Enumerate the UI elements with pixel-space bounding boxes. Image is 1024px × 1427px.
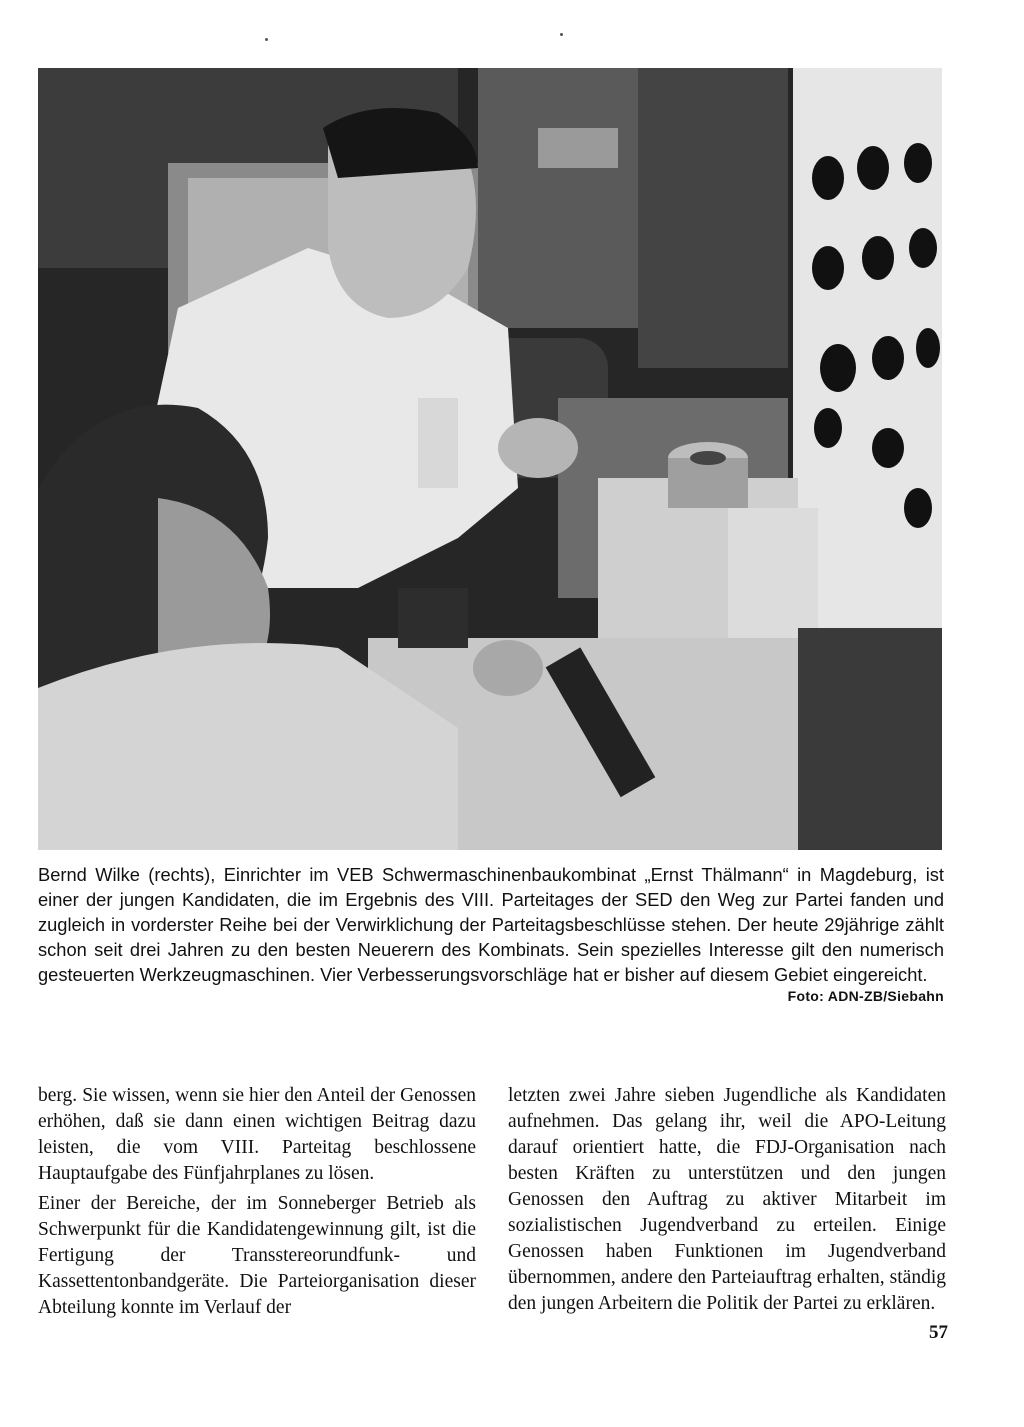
print-speck (560, 33, 563, 36)
photo-machinists-at-machine (38, 68, 942, 850)
paragraph: berg. Sie wissen, wenn sie hier den Anteil der Genossen erhöhen, daß sie dann einen wichtigen Beitrag dazu leisten, die vom VIII. Parteitag beschlossene Hauptaufgabe des Fünfjahrplanes zu lösen. (38, 1085, 476, 1184)
print-speck (265, 38, 268, 41)
photo-caption: Bernd Wilke (rechts), Einrichter im VEB Schwermaschinenbaukombinat „Ernst Thälmann“ in Magdeburg, ist einer der jungen Kandidaten, die im Ergebnis des VIII. Parteitages der SED den Weg zur Partei fanden und zugleich in vorderster Reihe bei der Verwirklichung der Parteitagsbeschlüsse stehen. Der heute 29jährige zählt schon seit drei Jahren zu den besten Neuerern des Kombinats. Sein spezielles Interesse gilt den numerisch gesteuerten Werkzeugmaschinen. Vier Verbesserungsvorschläge hat er bisher auf diesem Gebiet eingereicht. (38, 864, 944, 985)
text-column-right (508, 1083, 946, 1321)
paragraph: letzten zwei Jahre sieben Jugendliche als Kandidaten aufnehmen. Das gelang ihr, weil die APO-Leitung darauf orientiert hatte, die FDJ-Organisation nach besten Kräften zu unterstützen und den jungen Genossen den Auftrag zu aktiver Mitarbeit im sozialistischen Jugendverband zu erteilen. Einige Genossen haben Funktionen im Jugendverband übernommen, andere den Parteiauftrag erhalten, ständig den jungen Arbeitern die Politik der Partei zu erklären. (508, 1085, 946, 1314)
photograph-icon (38, 68, 942, 850)
text-column-left (38, 1083, 476, 1325)
paragraph: Einer der Bereiche, der im Sonneberger Betrieb als Schwerpunkt für die Kandidatengewinnung gilt, ist die Fertigung der Transstereorundfunk- und Kassettentonbandgeräte. Die Parteiorganisation dieser Abteilung konnte im Verlauf der (38, 1193, 476, 1318)
page-number: 57 (929, 1322, 948, 1343)
photo-credit: Foto: ADN-ZB/Siebahn (787, 988, 944, 1004)
